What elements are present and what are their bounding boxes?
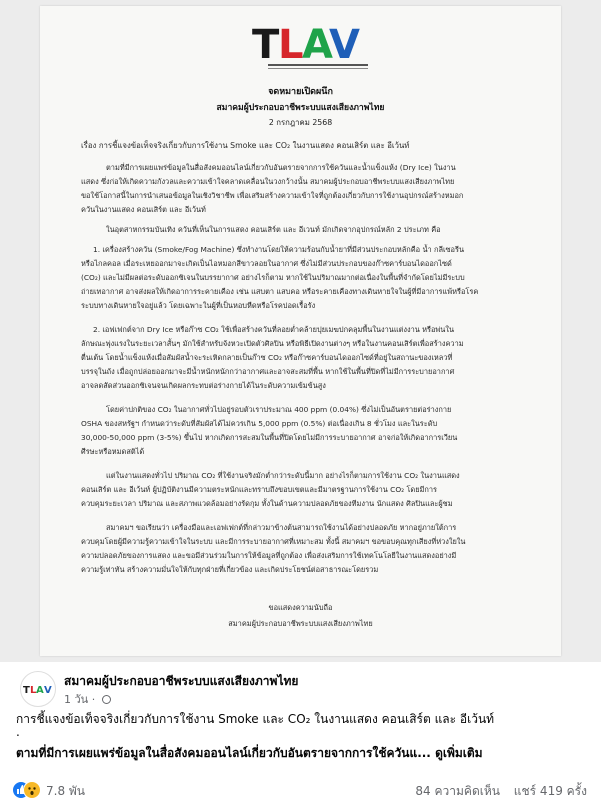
para4-line: คอนเสิร์ต และ อีเว้นท์ ผู้ปฏิบัติงานมีความตระหนักและทราบถึงขอบเขตและมีมาตรฐานการใช้งาน CO₂ โดยมีการ	[81, 485, 438, 494]
post-text-line-1: การชี้แจงข้อเท็จจริงเกี่ยวกับการใช้งาน Smoke และ CO₂ ในงานแสดง คอนเสิร์ต และ อีเว้นท์	[16, 712, 495, 726]
open-letter-document	[40, 6, 561, 656]
para2-intro: ในอุตสาหกรรมบันเทิง ควันที่เห็นในการแสดง คอนเสิร์ต และ อีเวนท์ มักเกิดจากอุปกรณ์หลัก 2 ประเภท คือ	[106, 225, 441, 234]
letter-org: สมาคมผู้ประกอบอาชีพระบบแสงเสียงภาพไทย	[216, 103, 385, 113]
item1-line: ระบบทางเดินหายใจอยู่แล้ว โดยเฉพาะในผู้ที่เป็นหอบหืดหรือโรคปอดเรื้อรัง	[81, 301, 316, 310]
para5-line: ความปลอดภัยของการแสดง และขอมีส่วนร่วมในการให้ข้อมูลที่ถูกต้อง เพื่อส่งเสริมการใช้เทคโนโลยีในงานแสดงอย่างมี	[81, 551, 457, 560]
para1-line: ขอใช้โอกาสนี้ในการนำเสนอข้อมูลในเชิงวิชาชีพ เพื่อเสริมสร้างความเข้าใจที่ถูกต้องเกี่ยวกับการใช้งานอุปกรณ์สร้างหมอก	[81, 191, 464, 200]
svg-text:V: V	[44, 685, 52, 696]
svg-text:L: L	[30, 685, 37, 696]
para4-line: ควบคุมระยะเวลา ปริมาณ และสภาพแวดล้อมอย่างรัดกุม ทั้งในด้านความปลอดภัยของทีมงาน นักแสดง ศิลปินและผู้ชม	[81, 499, 453, 508]
page-avatar[interactable]	[20, 671, 56, 707]
para5-line: ควบคุมโดยผู้มีความรู้ความเข้าใจในระบบ และมีการระบายอากาศที่เหมาะสม ทั้งนี้ สมาคมฯ ขอขอบคุณทุกเสียงที่ห่วงใยใน	[81, 537, 466, 546]
para1-line: ควันในงานแสดง คอนเสิร์ต และ อีเว้นท์	[81, 205, 206, 214]
item2-line: อาจลดสัดส่วนออกซิเจนจนเกิดผลกระทบต่อร่างกายได้ในระดับความเข้มข้นสูง	[81, 381, 326, 390]
shares-count-link[interactable]: แชร์ 419 ครั้ง	[513, 784, 587, 798]
item2-line: ลักษณะพุ่งแรงในระยะเวลาสั้นๆ มักใช้สำหรับจังหวะเปิดตัวศิลปิน หรือพิธีเปิดงานต่างๆ หรือในงานคอนเสิร์ตเพื่อสร้างความ	[81, 339, 464, 348]
meta-separator: ·	[91, 693, 99, 706]
post-text-truncated: ตามที่มีการเผยแพร่ข้อมูลในสื่อสังคมออนไลน์เกี่ยวกับอันตรายจากการใช้ควันแ...	[16, 746, 431, 760]
item1-line: หรือไกลคอล เมื่อระเหยออกมาจะเกิดเป็นไอหมอกสีขาวลอยในอากาศ ซึ่งไม่มีส่วนประกอบของก๊าซคาร์บอนไดออกไซด์	[81, 259, 452, 268]
item2-line: 2. เอฟเฟกต์จาก Dry Ice หรือก๊าซ CO₂ ใช้เพื่อสร้างควันที่ลอยต่ำคล้ายปุยเมฆปกคลุมพื้นในงานแต่งงาน หรือพ่นใน	[93, 325, 455, 334]
post-details	[0, 662, 601, 802]
letter-closing: ขอแสดงความนับถือ	[268, 603, 333, 612]
letter-date: 2 กรกฎาคม 2568	[268, 118, 333, 127]
svg-text:T: T	[23, 685, 30, 696]
page-name-link[interactable]: สมาคมผู้ประกอบอาชีพระบบแสงเสียงภาพไทย	[64, 674, 299, 688]
letter-title: จดหมายเปิดผนึก	[268, 87, 333, 97]
logo-letter-t: T	[252, 22, 280, 62]
globe-icon	[102, 695, 111, 704]
engagement-stats	[405, 782, 587, 801]
reaction-count: 7.8 พัน	[46, 784, 86, 798]
letter-subject: เรื่อง การชี้แจงข้อเท็จจริงเกี่ยวกับการใช้งาน Smoke และ CO₂ ในงานแสดง คอนเสิร์ต และ อีเว้นท์	[81, 141, 410, 150]
para1-line: ตามที่มีการเผยแพร่ข้อมูลในสื่อสังคมออนไลน์เกี่ยวกับอันตรายจากการใช้ควันและน้ำแข็งแห้ง (Dry Ice) ในงาน	[106, 163, 456, 172]
post-text-line-2	[16, 744, 483, 763]
logo-subtitle-line	[268, 64, 368, 66]
post-text-dot: .	[16, 725, 20, 739]
wow-reaction-icon	[23, 781, 41, 799]
letter-signature: สมาคมผู้ประกอบอาชีพระบบแสงเสียงภาพไทย	[228, 619, 373, 628]
logo-subtitle-line-2	[268, 68, 368, 69]
para5-line: สมาคมฯ ขอเรียนว่า เครื่องมือและเอฟเฟกต์ที่กล่าวมาข้างต้นสามารถใช้งานได้อย่างปลอดภัย หากอยู่ภายใต้การ	[106, 523, 457, 532]
para4-line: แต่ในงานแสดงทั่วไป ปริมาณ CO₂ ที่ใช้งานจริงมักต่ำกว่าระดับนี้มาก อย่างไรก็ตามการใช้งาน CO₂ ในงานแสดง	[106, 471, 460, 480]
para3-line: OSHA ของสหรัฐฯ กำหนดว่าระดับที่สัมผัสได้ไม่ควรเกิน 5,000 ppm (0.5%) ต่อเนื่องเกิน 8 ชั่วโมง และในระดับ	[81, 419, 438, 428]
para3-line: ศีรษะหรือหมดสติได้	[81, 447, 145, 456]
item2-line: บรรจุในถัง เมื่อถูกปล่อยออกมาจะมีน้ำหนักหนักกว่าอากาศและอาจสะสมที่พื้น หากใช้ในพื้นที่ปิดที่ไม่มีการระบายอากาศ	[81, 367, 455, 376]
para3-line: โดยค่าปกติของ CO₂ ในอากาศทั่วไปอยู่รอบตัวเราประมาณ 400 ppm (0.04%) ซึ่งไม่เป็นอันตรายต่อร่างกาย	[106, 405, 452, 414]
post-meta	[64, 690, 111, 708]
comments-count-link[interactable]: 84 ความคิดเห็น	[415, 784, 500, 798]
logo-letter-l: L	[278, 22, 304, 62]
item2-line: ตื่นเต้น โดยน้ำแข็งแห้งเมื่อสัมผัสน้ำจะระเหิดกลายเป็นก๊าซ CO₂ หรือก๊าซคาร์บอนไดออกไซด์ที่อยู่ในสถานะของเหลวที่	[81, 353, 453, 362]
svg-text:A: A	[36, 685, 44, 696]
logo-letter-a: A	[302, 22, 333, 62]
para1-line: แสดง ซึ่งก่อให้เกิดความกังวลและความเข้าใจคลาดเคลื่อนในวงกว้างนั้น สมาคมผู้ประกอบอาชีพระบบแสงเสียงภาพไทย	[81, 177, 455, 186]
para5-line: ความรู้เท่าทัน สร้างความมั่นใจให้กับทุกฝ่ายที่เกี่ยวข้อง และเกิดประโยชน์ต่อสาธารณะโดยรวม	[81, 565, 379, 574]
item1-line: 1. เครื่องสร้างควัน (Smoke/Fog Machine) ซึ่งทำงานโดยให้ความร้อนกับน้ำยาที่มีส่วนประกอบหลักคือ น้ำ กลีเซอรีน	[93, 245, 465, 254]
item1-line: ถ่ายเทอากาศ อาจส่งผลให้เกิดอาการระคายเคือง เช่น แสบตา แสบคอ หรือระคายเคืองทางเดินหายใจในผู้ที่มีอาการแพ้หรือโรค	[81, 287, 479, 296]
para3-line: 30,000-50,000 ppm (3-5%) ขึ้นไป หากเกิดการสะสมในพื้นที่ปิดโดยไม่มีการระบายอากาศ อาจก่อให้เกิดอาการเวียน	[81, 433, 458, 442]
item1-line: (CO₂) และไม่มีผลต่อระดับออกซิเจนในบรรยากาศ อย่างไรก็ตาม หากใช้ในปริมาณมากต่อเนื่องในพื้นที่จำกัดโดยไม่มีระบบ	[81, 273, 465, 282]
avatar-logo	[21, 672, 55, 706]
tlav-logo	[252, 22, 360, 62]
logo-letter-v: V	[329, 22, 360, 62]
see-more-link[interactable]: ดูเพิ่มเติม	[435, 746, 483, 760]
post-time-link[interactable]: 1 วัน	[64, 693, 89, 706]
